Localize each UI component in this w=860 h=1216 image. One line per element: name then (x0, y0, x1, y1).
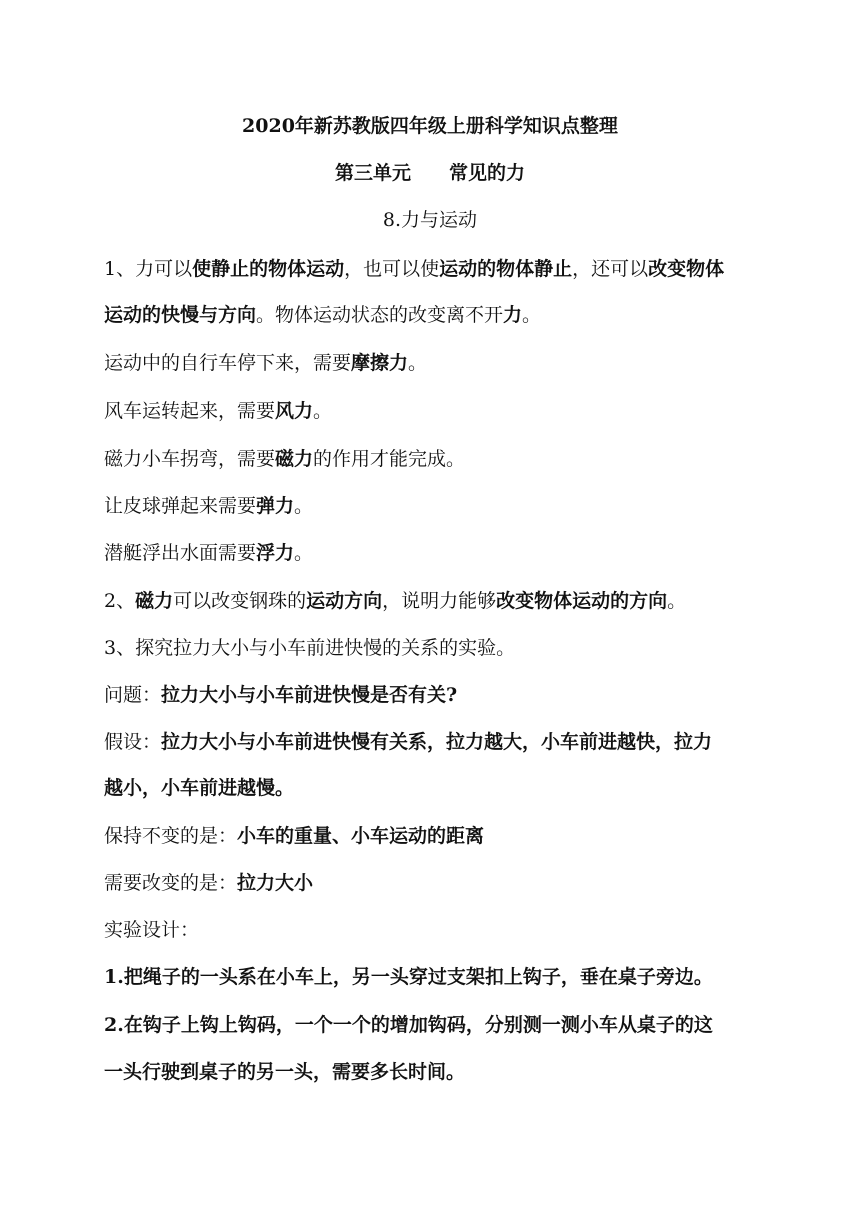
text-line (104, 918, 764, 942)
emphasized-text: 一头行驶到桌子的另一头，需要多长时间。 (104, 1061, 466, 1083)
emphasized-text: 2.在钩子上钩上钩码，一个一个的增加钩码，分别测一测小车从桌子的这 (104, 1014, 713, 1036)
text-run: 。物体运动状态的改变离不开 (256, 304, 504, 326)
text-line (104, 257, 764, 281)
text-line (104, 399, 764, 423)
emphasized-text: 运动方向 (306, 590, 383, 612)
emphasized-text: 力 (503, 304, 523, 326)
lesson-heading: 8.力与运动 (382, 209, 478, 231)
text-line (104, 824, 764, 848)
text-run: 保持不变的是： (104, 825, 238, 847)
unit-heading: 第三单元 常见的力 (334, 162, 525, 184)
text-line (104, 730, 764, 754)
text-line (104, 351, 764, 375)
emphasized-text: 弹力 (256, 495, 295, 517)
text-run: 可以改变钢珠的 (173, 590, 307, 612)
text-run: 风车运转起来，需要 (104, 400, 276, 422)
text-run: 2、 (104, 590, 136, 612)
text-run: 磁力小车拐弯，需要 (104, 448, 276, 470)
emphasized-text: 摩擦力 (351, 352, 409, 374)
emphasized-text: 风力 (275, 400, 314, 422)
text-run: 。 (667, 590, 687, 612)
text-run: ，也可以使 (344, 258, 440, 280)
emphasized-text: 1.把绳子的一头系在小车上，另一头穿过支架扣上钩子，垂在桌子旁边。 (104, 966, 713, 988)
text-run: 3、探究拉力大小与小车前进快慢的关系的实验。 (104, 637, 516, 659)
emphasized-text: 越小，小车前进越慢。 (104, 777, 295, 799)
text-run: 1、力可以 (104, 258, 193, 280)
text-line (104, 303, 764, 327)
emphasized-text: 浮力 (256, 542, 295, 564)
text-line (104, 683, 764, 707)
emphasized-text: 拉力大小 (237, 872, 314, 894)
text-line (104, 541, 764, 565)
text-run: 。 (408, 352, 428, 374)
emphasized-text: 拉力大小与小车前进快慢是否有关? (161, 684, 458, 706)
emphasized-text: 改变物体 (648, 258, 725, 280)
text-run: 问题： (104, 684, 162, 706)
emphasized-text: 小车的重量、小车运动的距离 (237, 825, 485, 847)
text-run: 假设： (104, 731, 162, 753)
text-run: 实验设计： (104, 919, 200, 941)
text-line (104, 1060, 764, 1084)
text-line (104, 965, 764, 989)
text-run: 需要改变的是： (104, 872, 238, 894)
text-run: 的作用才能完成。 (313, 448, 466, 470)
text-line (104, 1013, 764, 1037)
emphasized-text: 使静止的物体运动 (192, 258, 345, 280)
text-run: 。 (313, 400, 333, 422)
text-line (104, 871, 764, 895)
text-run: ，说明力能够 (382, 590, 497, 612)
text-line (104, 776, 764, 800)
text-run: 潜艇浮出水面需要 (104, 542, 257, 564)
text-run: 。 (522, 304, 542, 326)
text-run: 让皮球弹起来需要 (104, 495, 257, 517)
text-line (104, 636, 764, 660)
emphasized-text: 拉力大小与小车前进快慢有关系，拉力越大，小车前进越快，拉力 (161, 731, 713, 753)
text-line (104, 589, 764, 613)
emphasized-text: 运动的物体静止 (439, 258, 573, 280)
text-run: 。 (294, 542, 314, 564)
emphasized-text: 磁力 (135, 590, 174, 612)
text-run: ，还可以 (572, 258, 649, 280)
text-run: 运动中的自行车停下来，需要 (104, 352, 352, 374)
emphasized-text: 磁力 (275, 448, 314, 470)
emphasized-text: 改变物体运动的方向 (496, 590, 668, 612)
document-title: 2020年新苏教版四年级上册科学知识点整理 (242, 115, 618, 137)
text-line (104, 447, 764, 471)
emphasized-text: 运动的快慢与方向 (104, 304, 257, 326)
text-run: 。 (294, 495, 314, 517)
text-line (104, 494, 764, 518)
